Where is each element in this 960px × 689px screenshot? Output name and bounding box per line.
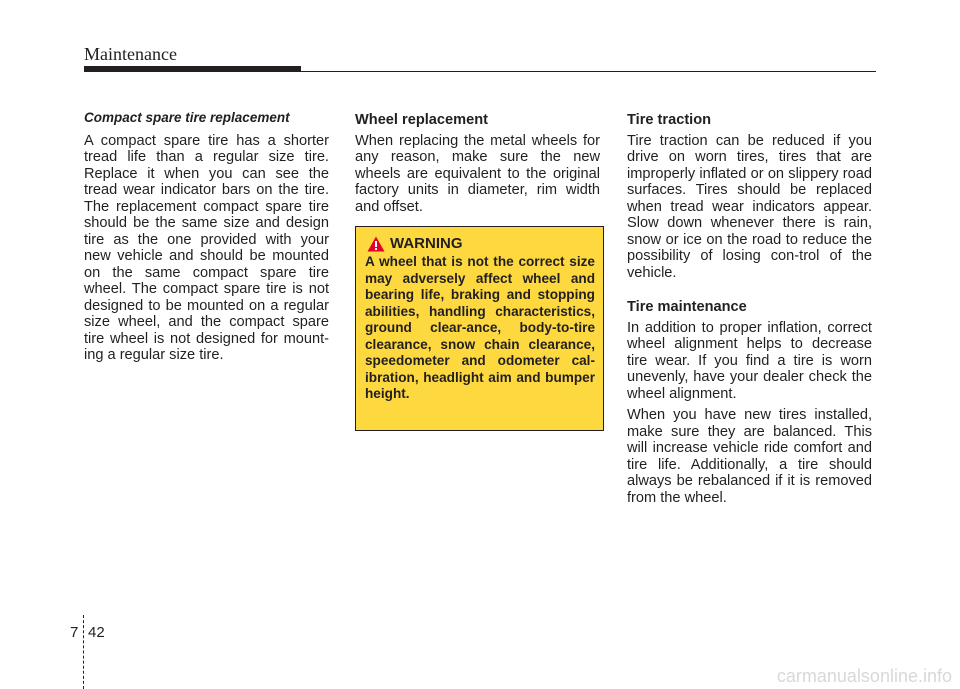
tire-maintenance-paragraph-2: When you have new tires installed, make sure they are balanced. This will increase vehicle ride comfort and tire life. Additionally, a tire should always be rebalanced if it is removed from the wheel. xyxy=(627,407,872,506)
compact-spare-subheading: Compact spare tire replacement xyxy=(84,110,290,125)
wheel-replacement-heading: Wheel replacement xyxy=(355,112,489,128)
warning-triangle-icon xyxy=(367,236,385,252)
watermark: carmanualsonline.info xyxy=(776,666,952,686)
chapter-number: 7 xyxy=(70,624,79,641)
tire-traction-paragraph: Tire traction can be reduced if you drive on worn tires, tires that are improperly inflated or on slippery road surfaces. Tires should be replaced when tread wear indicators appear. Slow down whenever there is rain, snow or ice on the road to reduce the possibility of losing con-trol of the vehicle. xyxy=(627,132,872,281)
warning-header xyxy=(365,235,595,252)
tire-traction-heading: Tire traction xyxy=(627,112,712,128)
column-middle xyxy=(355,110,600,215)
footer-divider xyxy=(83,615,84,689)
page-section-title: Maintenance xyxy=(84,44,177,64)
page-number: 42 xyxy=(88,624,105,641)
tire-maintenance-paragraph-1: In addition to proper inflation, correct wheel alignment helps to decrease tire wear. If you find a tire is worn unevenly, have your dealer check the wheel alignment. xyxy=(627,319,872,402)
column-right xyxy=(627,110,872,506)
compact-spare-paragraph: A compact spare tire has a shorter tread life than a regular size tire. Replace it when you can see the tread wear indicator bars on the tire. The replacement compact spare tire should be the same size and design tire as the one provided with your new vehicle and should be mounted on the same compact spare tire wheel. The compact spare tire is not designed to be mounted on a regular size wheel, and the compact spare tire wheel is not designed for mount-ing a regular size tire. xyxy=(84,132,329,363)
tire-maintenance-heading: Tire maintenance xyxy=(627,299,747,315)
warning-box xyxy=(355,226,604,431)
column-left xyxy=(84,110,329,364)
wheel-replacement-paragraph: When replacing the metal wheels for any reason, make sure the new wheels are equivalent to the original factory units in diameter, rim width and offset. xyxy=(355,132,600,215)
warning-text: A wheel that is not the correct size may adversely affect wheel and bearing life, braking and stopping abilities, handling characteristics, ground clear-ance, body-to-tire clearance, snow chain clearance, speedometer and odometer cal-ibration, headlight aim and bumper height. xyxy=(365,254,595,401)
warning-label: WARNING xyxy=(390,235,463,252)
header-rule-thin xyxy=(84,71,876,72)
